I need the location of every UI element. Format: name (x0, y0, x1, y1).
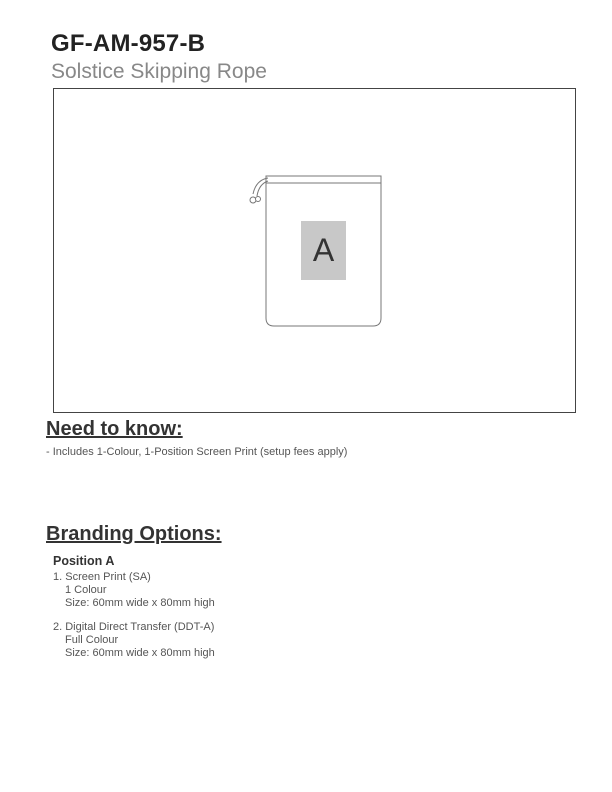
product-name: Solstice Skipping Rope (51, 60, 267, 83)
position-heading: Position A (53, 554, 115, 568)
need-to-know-heading: Need to know: (46, 418, 183, 440)
option-colour: 1 Colour (65, 584, 107, 596)
print-area-a (301, 221, 346, 280)
product-code: GF-AM-957-B (51, 30, 206, 57)
option-method: 1. Screen Print (SA) (53, 571, 151, 583)
branding-options-heading: Branding Options: (46, 523, 222, 545)
drawstring-toggle (256, 197, 261, 202)
print-area-label: A (312, 232, 335, 268)
option-method: 2. Digital Direct Transfer (DDT-A) (53, 621, 215, 633)
drawstring-toggle (250, 197, 256, 203)
option-size: Size: 60mm wide x 80mm high (65, 597, 215, 609)
option-size: Size: 60mm wide x 80mm high (65, 647, 215, 659)
need-to-know-note: - Includes 1-Colour, 1-Position Screen Print (setup fees apply) (46, 446, 348, 458)
branding-option (53, 621, 215, 660)
branding-option (53, 571, 215, 610)
option-colour: Full Colour (65, 634, 119, 646)
